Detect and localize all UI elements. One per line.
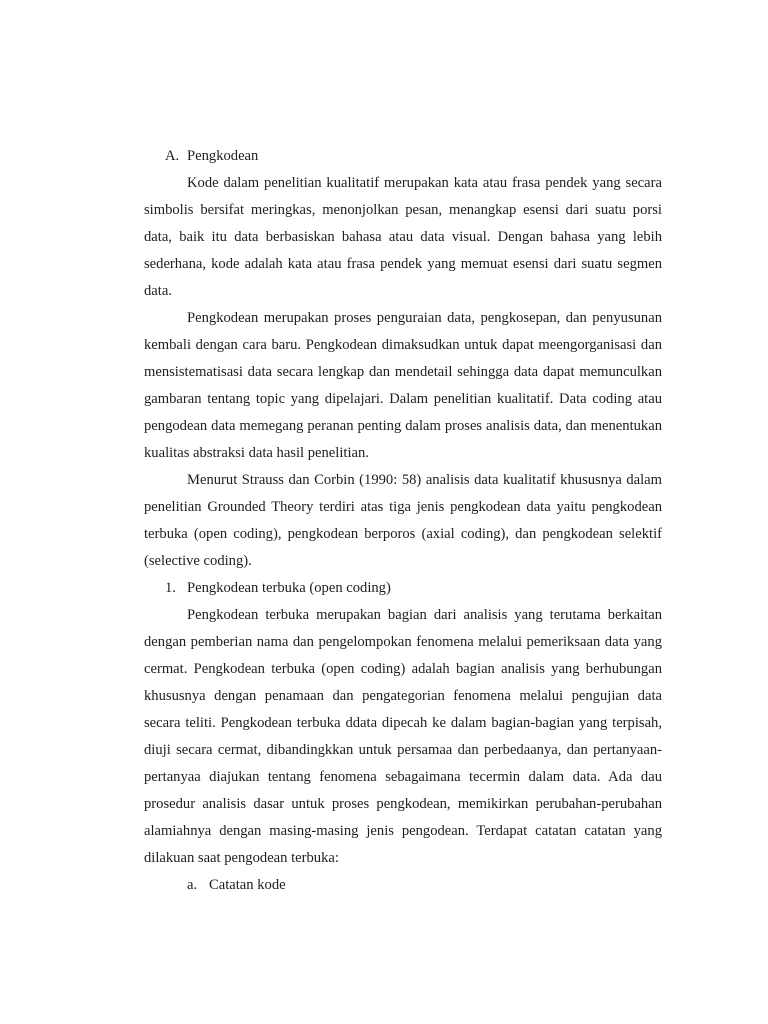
paragraph-definition: Kode dalam penelitian kualitatif merupakan kata atau frasa pendek yang secara simbolis bersifat meringkas, menonjolkan pesan, menangkap esensi dari suatu porsi data, baik itu data berbasiskan bahasa atau data visual. Dengan bahasa yang lebih sederhana, kode adalah kata atau frasa pendek yang memuat esensi dari suatu segmen data. <box>144 175 662 299</box>
paragraph-open-coding: Pengkodean terbuka merupakan bagian dari analisis yang terutama berkaitan dengan pemberian nama dan pengelompokan fenomena melalui pemeriksaan data yang cermat. Pengkodean terbuka (open coding) adalah bagian analisis yang berhubungan khususnya dengan penamaan dan pengategorian fenomena melalui pengujian data secara teliti. Pengkodean terbuka ddata dipecah ke dalam bagian-bagian yang terpisah, diuji secara cermat, dibandingkkan untuk persamaa dan perbedaanya, dan pertanyaan-pertanyaa diajukan tentang fenomena sebagaimana tecermin dalam data. Ada dau prosedur analisis dasar untuk proses pengkodean, memikirkan perubahan-perubahan alamiahnya dengan masing-masing jenis pengodean. Terdapat catatan catatan yang dilakuan saat pengodean terbuka: <box>144 607 662 866</box>
subsection-title: Pengkodean terbuka (open coding) <box>187 580 391 596</box>
subsection-heading <box>144 575 662 602</box>
section-title: Pengkodean <box>187 148 259 164</box>
subsubsection-heading <box>144 872 662 899</box>
subsection-marker: 1. <box>165 580 176 596</box>
paragraph-process: Pengkodean merupakan proses penguraian data, pengkosepan, dan penyusunan kembali dengan cara baru. Pengkodean dimaksudkan untuk dapat meengorganisasi dan mensistematisasi data secara lengkap dan mendetail sehingga data dapat memunculkan gambaran tentang topic yang dipelajari. Dalam penelitian kualitatif. Data coding atau pengodean data memegang peranan penting dalam proses analisis data, dan menentukan kualitas abstraksi data hasil penelitian. <box>144 310 662 461</box>
section-marker: A. <box>165 148 180 164</box>
subsubsection-title: Catatan kode <box>209 877 286 893</box>
paragraph-strauss-corbin: Menurut Strauss dan Corbin (1990: 58) analisis data kualitatif khususnya dalam penelitian Grounded Theory terdiri atas tiga jenis pengkodean data yaitu pengkodean terbuka (open coding), pengkodean berporos (axial coding), dan pengkodean selektif (selective coding). <box>144 472 662 569</box>
document-body <box>144 143 662 899</box>
subsubsection-marker: a. <box>187 877 198 893</box>
section-heading <box>144 143 662 170</box>
